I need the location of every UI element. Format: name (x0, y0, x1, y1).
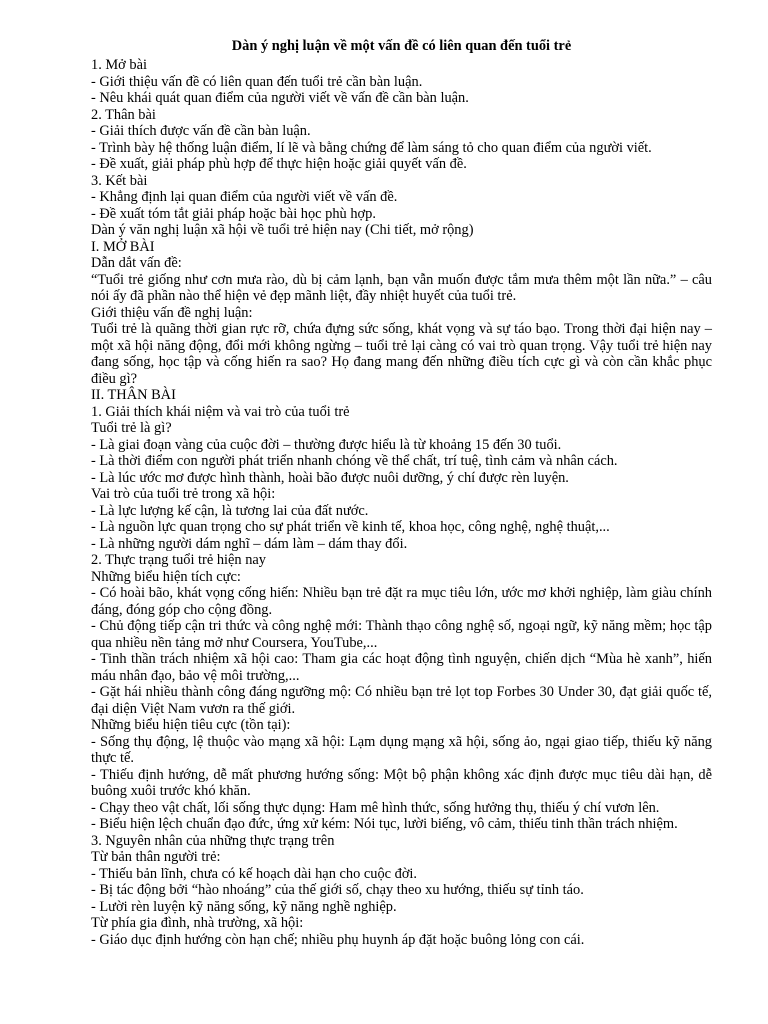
document-line: - Tinh thần trách nhiệm xã hội cao: Tham gia các hoạt động tình nguyện, chiến dịch “Mùa hè xanh”, hiến máu nhân đạo, bảo vệ môi trường,... (91, 651, 712, 684)
document-page (91, 38, 712, 948)
document-line: - Giải thích được vấn đề cần bàn luận. (91, 123, 311, 139)
document-line: Tuổi trẻ là quãng thời gian rực rỡ, chứa đựng sức sống, khát vọng và sự táo bạo. Trong thời đại hiện nay – một xã hội năng động, đổi mới không ngừng – tuổi trẻ lại càng có vai trò quan trọng. Vậy tuổi trẻ hiện nay đang sống, học tập và cống hiến ra sao? Họ đang mang đến những điều tích cực gì và còn cần khắc phục điều gì? (91, 321, 712, 387)
document-line: Tuổi trẻ là gì? (91, 420, 172, 436)
document-line: - Giới thiệu vấn đề có liên quan đến tuổi trẻ cần bàn luận. (91, 73, 423, 90)
document-line: Những biểu hiện tích cực: (91, 568, 241, 585)
document-line: “Tuổi trẻ giống như cơn mưa rào, dù bị cảm lạnh, bạn vẫn muốn được tắm mưa thêm một lần nữa.” – câu nói ấy đã phần nào thể hiện vẻ đẹp mãnh liệt, đầy nhiệt huyết của tuổi trẻ. (91, 271, 712, 304)
document-line: - Chủ động tiếp cận tri thức và công nghệ mới: Thành thạo công nghệ số, ngoại ngữ, kỹ năng mềm; học tập qua nhiều nền tảng mở như Coursera, YouTube,... (91, 618, 712, 651)
document-line: 2. Thực trạng tuổi trẻ hiện nay (91, 552, 266, 568)
document-line: - Giáo dục định hướng còn hạn chế; nhiều phụ huynh áp đặt hoặc buông lỏng con cái. (91, 931, 585, 948)
document-line: - Đề xuất, giải pháp phù hợp để thực hiện hoặc giải quyết vấn đề. (91, 156, 467, 172)
document-line: - Là nguồn lực quan trọng cho sự phát triển về kinh tế, khoa học, công nghệ, nghệ thuật,... (91, 519, 610, 535)
document-line: - Có hoài bão, khát vọng cống hiến: Nhiều bạn trẻ đặt ra mục tiêu lớn, ước mơ khởi nghiệp, làm giàu chính đáng, đóng góp cho cộng đồng. (91, 585, 712, 618)
document-line: 1. Giải thích khái niệm và vai trò của tuổi trẻ (91, 403, 350, 420)
document-line: II. THÂN BÀI (91, 387, 176, 403)
document-line: - Trình bày hệ thống luận điểm, lí lẽ và bằng chứng để làm sáng tỏ cho quan điểm của người viết. (91, 139, 652, 156)
document-line: Giới thiệu vấn đề nghị luận: (91, 304, 253, 321)
document-line: Dẫn dắt vấn đề: (91, 255, 182, 271)
document-line: Từ phía gia đình, nhà trường, xã hội: (91, 915, 304, 931)
document-line: I. MỞ BÀI (91, 238, 155, 255)
document-line: - Đề xuất tóm tắt giải pháp hoặc bài học phù hợp. (91, 205, 376, 222)
document-line: - Là lúc ước mơ được hình thành, hoài bão được nuôi dưỡng, ý chí được rèn luyện. (91, 469, 569, 486)
document-line: - Khẳng định lại quan điểm của người viết về vấn đề. (91, 189, 398, 205)
document-line: 3. Nguyên nhân của những thực trạng trên (91, 832, 335, 849)
document-line: - Chạy theo vật chất, lối sống thực dụng: Ham mê hình thức, sống hưởng thụ, thiếu ý chí vươn lên. (91, 799, 660, 816)
document-line: - Thiếu định hướng, dễ mất phương hướng sống: Một bộ phận không xác định được mục tiêu dài hạn, dễ buông xuôi trước khó khăn. (91, 766, 712, 799)
document-line: - Là những người dám nghĩ – dám làm – dám thay đổi. (91, 535, 408, 552)
document-line: - Là giai đoạn vàng của cuộc đời – thường được hiểu là từ khoảng 15 đến 30 tuổi. (91, 436, 562, 453)
document-body (91, 57, 712, 948)
document-line: Vai trò của tuổi trẻ trong xã hội: (91, 486, 276, 502)
document-title: Dàn ý nghị luận về một vấn đề có liên quan đến tuổi trẻ (231, 38, 572, 54)
document-line: - Sống thụ động, lệ thuộc vào mạng xã hội: Lạm dụng mạng xã hội, sống ảo, ngại giao tiếp, thiếu kỹ năng thực tế. (91, 733, 712, 766)
document-line: Từ bản thân người trẻ: (91, 849, 221, 865)
document-line: - Là lực lượng kế cận, là tương lai của đất nước. (91, 502, 369, 519)
document-line: - Là thời điểm con người phát triển nhanh chóng về thể chất, trí tuệ, tình cảm và nhân cách. (91, 453, 618, 469)
document-line: - Thiếu bản lĩnh, chưa có kế hoạch dài hạn cho cuộc đời. (91, 865, 418, 882)
document-line: - Nêu khái quát quan điểm của người viết về vấn đề cần bàn luận. (91, 90, 469, 106)
document-line: - Lười rèn luyện kỹ năng sống, kỹ năng nghề nghiệp. (91, 898, 397, 915)
document-line: - Biểu hiện lệch chuẩn đạo đức, ứng xử kém: Nói tục, lười biếng, vô cảm, thiếu tinh thần trách nhiệm. (91, 816, 678, 832)
document-line: Dàn ý văn nghị luận xã hội về tuổi trẻ hiện nay (Chi tiết, mở rộng) (91, 222, 474, 238)
document-line: - Bị tác động bởi “hào nhoáng” của thế giới số, chạy theo xu hướng, thiếu sự tỉnh táo. (91, 882, 584, 898)
document-line: - Gặt hái nhiều thành công đáng ngưỡng mộ: Có nhiều bạn trẻ lọt top Forbes 30 Under 30, đạt giải quốc tế, đại diện Việt Nam vươn ra thế giới. (91, 684, 712, 717)
document-line: 3. Kết bài (91, 172, 148, 189)
document-line: 1. Mở bài (91, 57, 147, 73)
document-line: Những biểu hiện tiêu cực (tồn tại): (91, 717, 291, 733)
document-line: 2. Thân bài (91, 106, 156, 123)
